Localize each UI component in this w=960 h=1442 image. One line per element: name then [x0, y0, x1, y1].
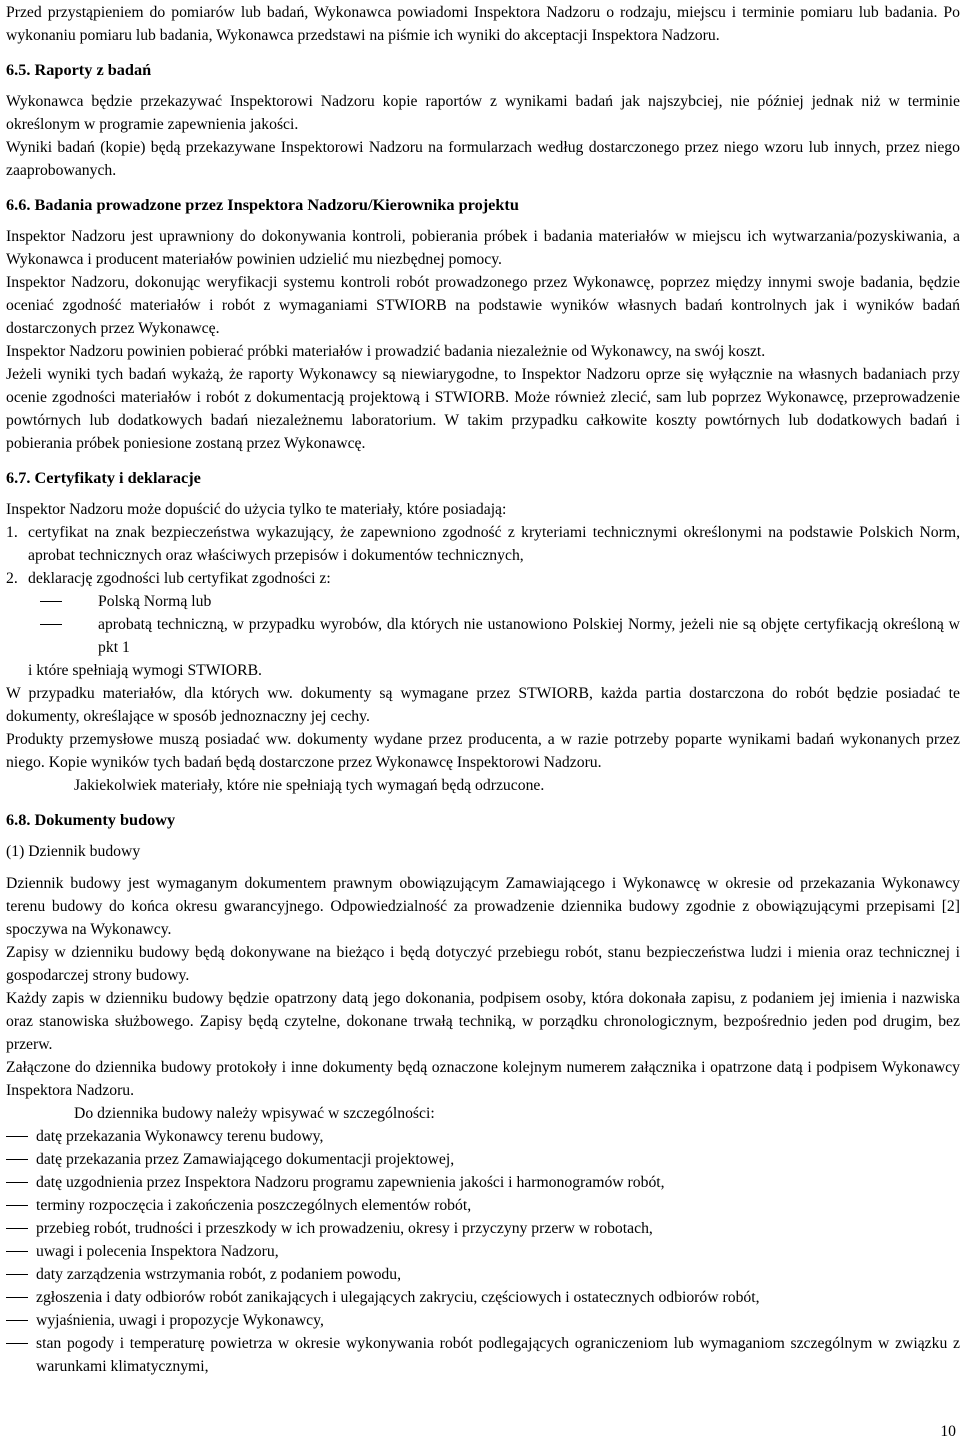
subsection-heading: (1) Dziennik budowy: [6, 843, 141, 860]
paragraph: Każdy zapis w dzienniku budowy będzie opatrzony datą jego dokonania, podpisem osoby, która dokonała zapisu, z podaniem jej imienia i nazwiska oraz stanowiska służbowego. Zapisy będą czytelne, dokonane trwałą techniką, w porządku chronologicznym, bezpośrednio jeden pod drugim, bez przerw.: [6, 990, 960, 1053]
dash-item-text: Polską Normą lub: [98, 593, 212, 610]
paragraph: Inspektor Nadzoru powinien pobierać próbki materiałów i prowadzić badania niezależnie od Wykonawcy, na swój koszt.: [6, 343, 766, 360]
dash-list-item: [6, 1263, 960, 1286]
dash-bullet-icon: [40, 624, 62, 625]
dash-item-text: terminy rozpoczęcia i zakończenia poszczególnych elementów robót,: [36, 1197, 472, 1214]
dash-list-item: [6, 1240, 960, 1263]
dash-bullet-icon: [6, 1205, 28, 1206]
dash-item-text: zgłoszenia i daty odbiorów robót zanikających i ulegających zakryciu, częściowych i ostatecznych odbiorów robót,: [36, 1289, 760, 1306]
section-heading-6-8: 6.8. Dokumenty budowy: [6, 810, 176, 829]
dash-item-text: uwagi i polecenia Inspektora Nadzoru,: [36, 1243, 279, 1260]
dash-list-item: [6, 1332, 960, 1378]
paragraph: W przypadku materiałów, dla których ww. dokumenty są wymagane przez STWIORB, każda partia dostarczona do robót będzie posiadać te dokumenty, określające w sposób jednoznaczny jej cechy.: [6, 685, 960, 725]
dash-list-item: [6, 1194, 960, 1217]
section-heading-6-6: 6.6. Badania prowadzone przez Inspektora Nadzoru/Kierownika projektu: [6, 195, 519, 214]
diary-entries-list: [6, 1125, 960, 1378]
dash-list-item: [6, 1171, 960, 1194]
paragraph: Inspektor Nadzoru może dopuścić do użycia tylko te materiały, które posiadają:: [6, 501, 507, 518]
dash-item-text: aprobatą techniczną, w przypadku wyrobów, dla których nie ustanowiono Polskiej Normy, jeżeli nie są objęte certyfikacją określoną w pkt 1: [98, 616, 960, 656]
page-number: 10: [940, 1423, 956, 1440]
dash-bullet-icon: [6, 1343, 28, 1344]
dash-item-text: datę przekazania przez Zamawiającego dokumentacji projektowej,: [36, 1151, 455, 1168]
paragraph: Dziennik budowy jest wymaganym dokumentem prawnym obowiązującym Zamawiającego i Wykonawcę w okresie od przekazania Wykonawcy terenu budowy do końca okresu gwarancyjnego. Odpowiedzialność za prowadzenie dziennika budowy zgodnie z obowiązującymi przepisami [2] spoczywa na Wykonawcy.: [6, 875, 960, 938]
dash-bullet-icon: [6, 1159, 28, 1160]
dash-bullet-icon: [6, 1136, 28, 1137]
paragraph: Wykonawca będzie przekazywać Inspektorowi Nadzoru kopie raportów z wynikami badań jak najszybciej, nie później jednak niż w terminie określonym w programie zapewnienia jakości.: [6, 93, 960, 133]
paragraph: Jeżeli wyniki tych badań wykażą, że raporty Wykonawcy są niewiarygodne, to Inspektor Nadzoru oprze się wyłącznie na własnych badaniach przy ocenie zgodności materiałów i robót z dokumentacją projektową i STWIORB. Może również zlecić, sam lub poprzez Wykonawcę, przeprowadzenie powtórnych lub dodatkowych badań niezależnemu laboratorium. W takim przypadku całkowite koszty powtórnych lub dodatkowych badań i pobierania próbek poniesione zostaną przez Wykonawcę.: [6, 366, 960, 452]
dash-bullet-icon: [6, 1320, 28, 1321]
paragraph: Inspektor Nadzoru jest uprawniony do dokonywania kontroli, pobierania próbek i badania materiałów w miejscu ich wytwarzania/pozyskiwania, a Wykonawca i producent materiałów powinien udzielić mu niezbędnej pomocy.: [6, 228, 960, 268]
dash-bullet-icon: [6, 1251, 28, 1252]
dash-list-item: [6, 1125, 960, 1148]
dash-bullet-icon: [6, 1182, 28, 1183]
dash-list-item: [28, 590, 960, 613]
dash-item-text: stan pogody i temperaturę powietrza w okresie wykonywania robót podlegających ograniczeniom lub wymaganiom szczególnym w związku z warunkami klimatycznymi,: [36, 1335, 960, 1375]
dash-bullet-icon: [6, 1297, 28, 1298]
dash-item-text: przebieg robót, trudności i przeszkody w ich prowadzeniu, okresy i przyczyny przerw w robotach,: [36, 1220, 653, 1237]
paragraph: Jakiekolwiek materiały, które nie spełniają tych wymagań będą odrzucone.: [74, 777, 545, 794]
dash-list-item: [6, 1217, 960, 1240]
item-number: 1.: [6, 524, 18, 541]
paragraph: Produkty przemysłowe muszą posiadać ww. dokumenty wydane przez producenta, a w razie potrzeby poparte wynikami badań wykonanych przez niego. Kopie wyników tych badań będą dostarczone przez Wykonawcę Inspektorowi Nadzoru.: [6, 731, 960, 771]
item-number: 2.: [6, 570, 18, 587]
dash-item-text: datę uzgodnienia przez Inspektora Nadzoru programu zapewnienia jakości i harmonogramów robót,: [36, 1174, 665, 1191]
dash-sublist: [28, 590, 960, 659]
numbered-item: [6, 567, 960, 590]
paragraph: Wyniki badań (kopie) będą przekazywane Inspektorowi Nadzoru na formularzach według dostarczonego przez niego wzoru lub innych, przez niego zaaprobowanych.: [6, 139, 960, 179]
dash-bullet-icon: [6, 1228, 28, 1229]
dash-item-text: datę przekazania Wykonawcy terenu budowy,: [36, 1128, 324, 1145]
dash-list-item: [6, 1286, 960, 1309]
dash-item-text: daty zarządzenia wstrzymania robót, z podaniem powodu,: [36, 1266, 402, 1283]
paragraph: Do dziennika budowy należy wpisywać w szczególności:: [74, 1105, 435, 1122]
document-body: [6, 1, 960, 1378]
paragraph: Zapisy w dzienniku budowy będą dokonywane na bieżąco i będą dotyczyć przebiegu robót, stanu bezpieczeństwa ludzi i mienia oraz technicznej i gospodarczej strony budowy.: [6, 944, 960, 984]
section-heading-6-5: 6.5. Raporty z badań: [6, 60, 152, 79]
sublist-continuation: i które spełniają wymogi STWIORB.: [28, 662, 262, 679]
item-text: deklarację zgodności lub certyfikat zgodności z:: [28, 570, 331, 587]
item-text: certyfikat na znak bezpieczeństwa wykazujący, że zapewniono zgodność z kryteriami technicznymi określonymi na podstawie Polskich Norm, aprobat technicznych oraz właściwych przepisów i dokumentów technicznych,: [28, 524, 960, 564]
dash-list-item: [6, 1309, 960, 1332]
paragraph: Inspektor Nadzoru, dokonując weryfikacji systemu kontroli robót prowadzonego przez Wykonawcę, poprzez między innymi swoje badania, będzie oceniać zgodność materiałów i robót z wymaganiami STWIORB na podstawie wyników własnych badań kontrolnych jak i wyników badań dostarczonych przez Wykonawcę.: [6, 274, 960, 337]
dash-list-item: [6, 1148, 960, 1171]
paragraph: Załączone do dziennika budowy protokoły i inne dokumenty będą oznaczone kolejnym numerem załącznika i opatrzone datą i podpisem Wykonawcy Inspektora Nadzoru.: [6, 1059, 960, 1099]
dash-bullet-icon: [6, 1274, 28, 1275]
numbered-item: [6, 521, 960, 567]
dash-list-item: [28, 613, 960, 659]
section-heading-6-7: 6.7. Certyfikaty i deklaracje: [6, 468, 201, 487]
dash-item-text: wyjaśnienia, uwagi i propozycje Wykonawcy,: [36, 1312, 324, 1329]
dash-bullet-icon: [40, 601, 62, 602]
intro-paragraph: Przed przystąpieniem do pomiarów lub badań, Wykonawca powiadomi Inspektora Nadzoru o rodzaju, miejscu i terminie pomiaru lub badania. Po wykonaniu pomiaru lub badania, Wykonawca przedstawi na piśmie ich wyniki do akceptacji Inspektora Nadzoru.: [6, 4, 960, 44]
